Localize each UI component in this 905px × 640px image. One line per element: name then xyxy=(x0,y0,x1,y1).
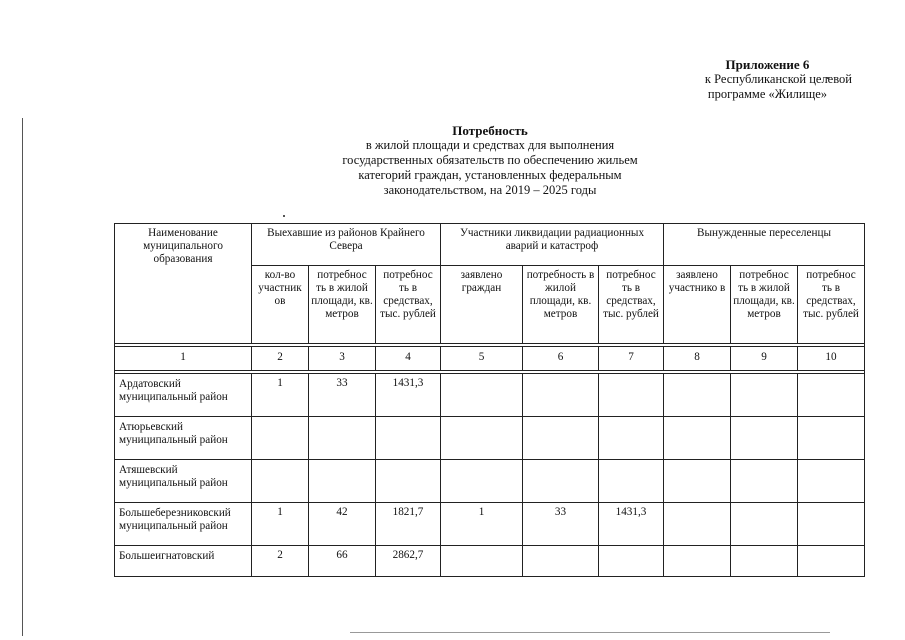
table-row xyxy=(115,417,865,460)
table-cell xyxy=(599,417,664,460)
table-cell xyxy=(441,546,523,577)
table-cell xyxy=(664,374,731,417)
column-number: 6 xyxy=(523,347,599,371)
table-cell: 1431,3 xyxy=(376,374,441,417)
column-number: 2 xyxy=(252,347,309,371)
table-cell xyxy=(731,460,798,503)
table-cell: 1 xyxy=(252,374,309,417)
appendix-title: Приложение 6 xyxy=(725,57,810,72)
table-row xyxy=(115,374,865,417)
heading-line3: категорий граждан, установленных федеральным xyxy=(358,168,622,182)
column-number: 10 xyxy=(798,347,865,371)
subheader-cell: потребность в жилой площади, кв. метров xyxy=(523,266,599,344)
table-cell xyxy=(523,417,599,460)
table-row xyxy=(115,503,865,546)
table-cell xyxy=(664,460,731,503)
table-cell xyxy=(798,417,865,460)
table-cell xyxy=(664,417,731,460)
table-cell xyxy=(252,417,309,460)
table-cell xyxy=(441,417,523,460)
header-municipality: Наименование муниципального образования xyxy=(115,224,252,344)
heading-line4: законодательством, на 2019 – 2025 годы xyxy=(383,183,597,197)
table-cell xyxy=(798,546,865,577)
document-title: Потребность xyxy=(452,123,528,138)
table-cell xyxy=(599,460,664,503)
table-cell: 1431,3 xyxy=(599,503,664,546)
table-row xyxy=(115,546,865,577)
column-number: 3 xyxy=(309,347,376,371)
table-cell xyxy=(523,546,599,577)
document-heading xyxy=(230,123,750,198)
column-number: 1 xyxy=(115,347,252,371)
appendix-note xyxy=(704,57,852,102)
table-cell: 1 xyxy=(252,503,309,546)
table-cell xyxy=(664,546,731,577)
table-cell xyxy=(731,546,798,577)
subheader-cell: кол-во участник ов xyxy=(252,266,309,344)
group-header-radiation: Участники ликвидации радиационных аварий и катастроф xyxy=(441,224,664,266)
column-number: 5 xyxy=(441,347,523,371)
subheader-cell: потребнос ть в жилой площади, кв. метров xyxy=(309,266,376,344)
table-cell xyxy=(731,503,798,546)
table-cell xyxy=(523,374,599,417)
table-cell: 33 xyxy=(523,503,599,546)
table-cell: 1 xyxy=(441,503,523,546)
subheader-cell: потребнос ть в средствах, тыс. рублей xyxy=(599,266,664,344)
column-number: 7 xyxy=(599,347,664,371)
page-bottom-line xyxy=(350,632,830,633)
subheader-cell: заявлено участнико в xyxy=(664,266,731,344)
table-cell xyxy=(731,417,798,460)
group-header-migrants: Вынужденные переселенцы xyxy=(664,224,865,266)
table-cell xyxy=(731,374,798,417)
table-cell xyxy=(441,460,523,503)
column-number: 9 xyxy=(731,347,798,371)
table-cell xyxy=(798,503,865,546)
table-cell: 1821,7 xyxy=(376,503,441,546)
municipality-name: Атюрьевский муниципальный район xyxy=(115,417,252,460)
table-cell xyxy=(599,546,664,577)
table-cell xyxy=(252,460,309,503)
column-number: 8 xyxy=(664,347,731,371)
table-cell xyxy=(309,417,376,460)
subheader-cell: потребнос ть в средствах, тыс. рублей xyxy=(376,266,441,344)
municipality-name: Большеигнатовский xyxy=(115,546,252,577)
table-cell xyxy=(798,374,865,417)
housing-needs-table xyxy=(114,223,865,577)
municipality-name: Большеберезниковский муниципальный район xyxy=(115,503,252,546)
table-cell xyxy=(376,417,441,460)
scan-speck xyxy=(283,215,285,217)
table-cell xyxy=(664,503,731,546)
table-cell: 66 xyxy=(309,546,376,577)
heading-line1: в жилой площади и средствах для выполнения xyxy=(365,138,615,152)
page-margin-line xyxy=(22,118,23,636)
subheader-cell: потребнос ть в жилой площади, кв. метров xyxy=(731,266,798,344)
table-cell xyxy=(798,460,865,503)
table-cell: 2862,7 xyxy=(376,546,441,577)
table-cell xyxy=(441,374,523,417)
appendix-line2: программе «Жилище» xyxy=(707,87,827,101)
subheader-cell: потребнос ть в средствах, тыс. рублей xyxy=(798,266,865,344)
table-cell: 33 xyxy=(309,374,376,417)
municipality-name: Ардатовский муниципальный район xyxy=(115,374,252,417)
table-cell xyxy=(309,460,376,503)
table-cell: 2 xyxy=(252,546,309,577)
table-cell: 42 xyxy=(309,503,376,546)
heading-line2: государственных обязательств по обеспечению жильем xyxy=(342,153,638,167)
table-cell xyxy=(599,374,664,417)
appendix-line1: к Республиканской целевой xyxy=(704,72,852,86)
municipality-name: Атяшевский муниципальный район xyxy=(115,460,252,503)
subheader-cell: заявлено граждан xyxy=(441,266,523,344)
column-number: 4 xyxy=(376,347,441,371)
table-cell xyxy=(376,460,441,503)
table-cell xyxy=(523,460,599,503)
group-header-north: Выехавшие из районов Крайнего Севера xyxy=(252,224,441,266)
table-row xyxy=(115,460,865,503)
